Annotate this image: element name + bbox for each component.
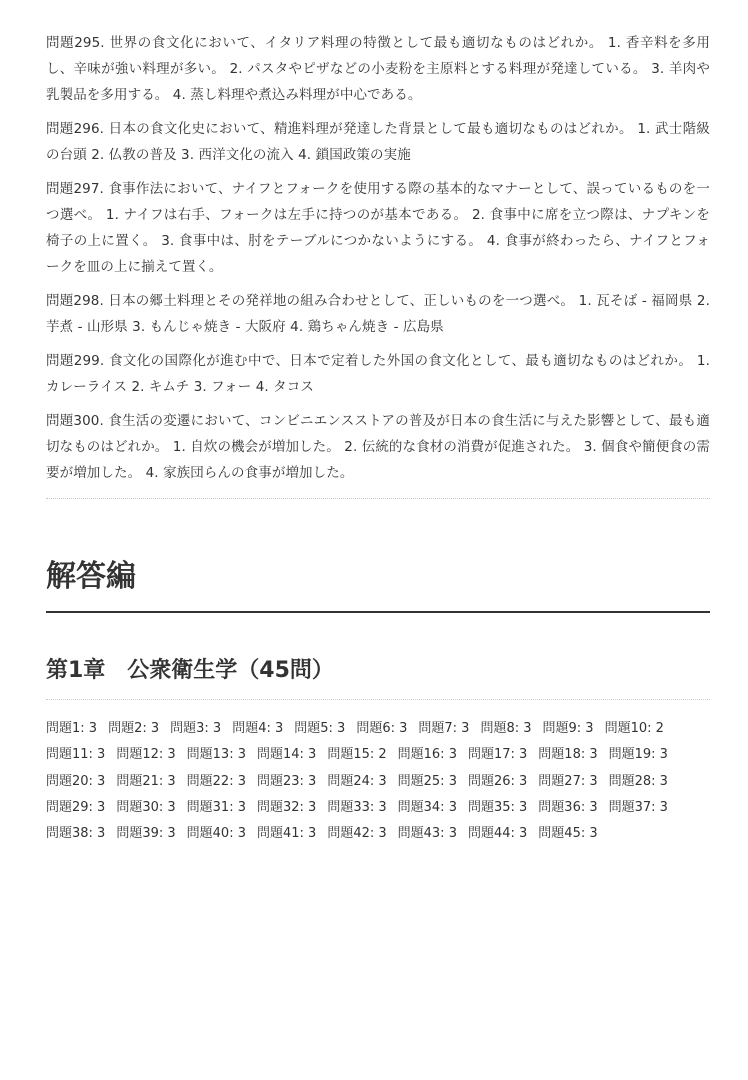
answer-item: 問題9: 3 [542,721,594,736]
chapter-title-underline [46,699,710,700]
answer-item: 問題20: 3 [46,773,106,789]
answer-item: 問題34: 3 [397,799,457,815]
answer-item: 問題15: 2 [327,747,387,763]
question-paragraph: 問題300. 食生活の変遷において、コンビニエンスストアの普及が日本の食生活に与えた影響として、最も適切なものはどれか。 1. 自炊の機会が増加した。 2. 伝統的な食材の消費が促進された。 3. 個食や簡便食の需要が増加した。 4. 家族団らんの食事が増加した。 [46,413,710,481]
answer-item: 問題2: 3 [108,721,160,736]
answer-item: 問題12: 3 [116,747,176,763]
answer-item: 問題31: 3 [186,799,246,815]
answer-item: 問題16: 3 [397,747,457,763]
section-title-underline [46,611,710,613]
answer-item: 問題27: 3 [538,773,598,789]
answer-item: 問題17: 3 [467,747,528,763]
answer-item: 問題25: 3 [397,773,457,789]
answer-item: 問題39: 3 [116,826,176,842]
section-title: 解答編 [46,559,136,594]
answer-item: 問題44: 3 [467,826,528,842]
answer-item: 問題32: 3 [256,799,317,815]
answer-item: 問題8: 3 [480,721,532,736]
answer-item: 問題13: 3 [186,747,246,763]
answer-item: 問題21: 3 [116,773,176,789]
answer-item: 問題33: 3 [327,799,387,815]
question-paragraph: 問題297. 食事作法において、ナイフとフォークを使用する際の基本的なマナーとして、誤っているものを一つ選べ。 1. ナイフは右手、フォークは左手に持つのが基本である。 2. 食事中に席を立つ際は、ナプキンを椅子の上に置く。 3. 食事中は、肘をテーブルにつかないようにする。 4. 食事が終わったら、ナイフとフォークを皿の上に揃えて置く。 [46,181,710,275]
answer-item: 問題43: 3 [397,826,457,842]
answer-item: 問題3: 3 [170,721,222,736]
answer-item: 問題10: 2 [604,721,664,736]
answer-item: 問題22: 3 [186,773,246,789]
answer-item: 問題37: 3 [608,799,668,815]
answer-item: 問題23: 3 [256,773,317,789]
question-paragraph: 問題296. 日本の食文化史において、精進料理が発達した背景として最も適切なものはどれか。 1. 武士階級の台頭 2. 仏教の普及 3. 西洋文化の流入 4. 鎖国政策の実施 [46,121,710,163]
answer-item: 問題5: 3 [294,721,346,736]
question-paragraph: 問題299. 食文化の国際化が進む中で、日本で定着した外国の食文化として、最も適切なものはどれか。 1. カレーライス 2. キムチ 3. フォー 4. タコス [46,353,710,395]
answer-item: 問題11: 3 [46,747,106,763]
answer-item: 問題29: 3 [46,799,106,815]
answer-item: 問題45: 3 [538,826,598,842]
article-content [46,30,710,847]
answer-item: 問題14: 3 [256,747,317,763]
answer-item: 問題18: 3 [538,747,598,763]
section-divider [46,498,710,499]
question-paragraph: 問題298. 日本の郷土料理とその発祥地の組み合わせとして、正しいものを一つ選べ。 1. 瓦そば - 福岡県 2. 芋煮 - 山形県 3. もんじゃ焼き - 大阪府 4. 鶏ちゃん焼き - 広島県 [46,293,710,335]
answer-item: 問題6: 3 [356,721,408,736]
answer-item: 問題26: 3 [467,773,528,789]
answer-item: 問題1: 3 [46,721,98,736]
answer-item: 問題42: 3 [327,826,387,842]
answer-item: 問題28: 3 [608,773,668,789]
answer-item: 問題35: 3 [467,799,528,815]
answer-list [46,716,710,847]
answer-item: 問題36: 3 [538,799,598,815]
answer-item: 問題7: 3 [418,721,470,736]
chapter-title: 第1章 公衆衛生学（45問） [46,658,334,683]
answer-item: 問題38: 3 [46,826,106,842]
answer-item: 問題41: 3 [256,826,317,842]
answer-item: 問題40: 3 [186,826,246,842]
answer-item: 問題30: 3 [116,799,176,815]
answer-item: 問題24: 3 [327,773,387,789]
answer-item: 問題19: 3 [608,747,668,763]
question-paragraph: 問題295. 世界の食文化において、イタリア料理の特徴として最も適切なものはどれか。 1. 香辛料を多用し、辛味が強い料理が多い。 2. パスタやピザなどの小麦粉を主原料とする料理が発達している。 3. 羊肉や乳製品を多用する。 4. 蒸し料理や煮込み料理が中心である。 [46,35,710,103]
answer-item: 問題4: 3 [232,721,284,736]
